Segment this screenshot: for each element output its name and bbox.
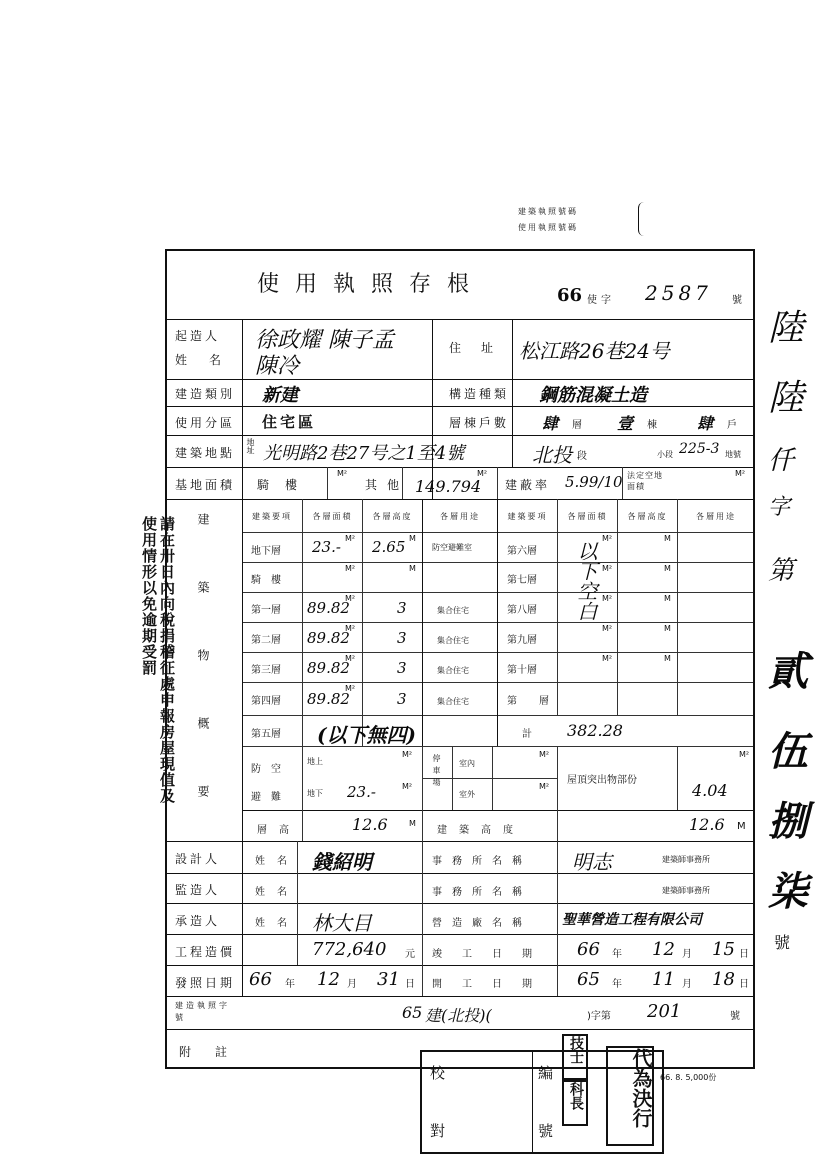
location-sub-label: 地址 (246, 438, 255, 454)
col-line (557, 965, 558, 996)
unit-m-r2: M (409, 564, 416, 573)
floor-left-area-6: 89.82 (307, 690, 350, 708)
structure-value: 鋼筋混凝土造 (539, 385, 647, 406)
contractor-name: 林大目 (312, 911, 372, 935)
col-line (422, 810, 423, 841)
permit-mid: 建(北投)( (425, 1006, 492, 1025)
permit-form (165, 249, 755, 1069)
issue-d: 31 (377, 969, 400, 990)
right-margin-text (768, 290, 818, 952)
unit-shelter-2: M² (402, 782, 413, 791)
issue-start-label: 開工日期 (432, 979, 552, 990)
unit-m-rr1: M (664, 534, 671, 543)
area-ratio-label: 建蔽率 (505, 478, 551, 492)
roof-value: 4.04 (692, 781, 728, 800)
col-line (512, 379, 513, 467)
hdr-left-1: 建築要項 (252, 511, 292, 521)
right-margin-char-5: 第 (768, 556, 795, 586)
permit-prefix: 65 (402, 1003, 423, 1022)
edit-top: 編 (538, 1064, 554, 1082)
area-other-label: 其他 (365, 478, 410, 492)
floors-label: 層棟戶數 (449, 416, 510, 430)
stamp-chief: 科長 (562, 1080, 588, 1126)
col-line (422, 965, 423, 996)
floor-right-name-7: 計 (522, 729, 532, 740)
parking-out: 室外 (459, 790, 475, 799)
area-arcade-label: 騎樓 (257, 478, 314, 492)
col-line (422, 841, 423, 965)
row-line (242, 810, 753, 811)
unit-m2-rr1: M² (602, 534, 613, 543)
floor-right-total: 382.28 (567, 721, 623, 740)
permit-label: 建造執照字號 (175, 1001, 230, 1022)
bottom-stamp-table (420, 1036, 664, 1154)
row-line (167, 1029, 753, 1030)
floor-left-name-3: 第一層 (251, 605, 281, 616)
col-line (617, 499, 618, 715)
col-line (557, 810, 558, 841)
floor-left-name-7: 第五層 (251, 729, 281, 740)
zone-label: 使用分區 (175, 416, 236, 430)
type-label: 建造類別 (175, 387, 236, 401)
col-line (302, 810, 303, 841)
unit-parking-2: M² (539, 782, 550, 791)
right-margin-char-4: 字 (768, 495, 791, 520)
unit-m-rr5: M (664, 654, 671, 663)
floor-right-name-5: 第十層 (507, 665, 537, 676)
row-line (167, 319, 753, 320)
unit-m2-r4: M² (345, 624, 356, 633)
floor-right-name-2: 第七層 (507, 575, 537, 586)
designer-name: 錢紹明 (312, 850, 372, 874)
owner-addr-label: 住址 (449, 341, 514, 355)
unit-m-r1: M (409, 534, 416, 543)
floor-left-name-5: 第三層 (251, 665, 281, 676)
location-lot: 225-3 (679, 441, 720, 457)
row-line (167, 841, 753, 842)
floor-right-name-3: 第八層 (507, 605, 537, 616)
issue-start-m-unit: 月 (682, 979, 692, 990)
hdr-left-2: 各層面積 (312, 511, 353, 521)
issue-y: 66 (249, 969, 272, 990)
print-note: 66. 8. 5,000份 (660, 1073, 717, 1082)
col-line (677, 499, 678, 715)
permit-number: 201 (647, 1001, 682, 1022)
col-line (557, 746, 558, 810)
structure-label: 構造種類 (449, 387, 510, 401)
floor-right-name-1: 第六層 (507, 546, 537, 557)
hdr-left-4: 各層用途 (440, 511, 480, 521)
col-line (557, 841, 558, 965)
issue-start-m: 11 (652, 969, 675, 990)
top-stamp-block (518, 200, 738, 240)
row-line (167, 934, 753, 935)
hdr-right-2: 各層面積 (567, 511, 608, 521)
unit-m-rr4: M (664, 624, 671, 633)
col-line (302, 499, 303, 746)
floor-left-area-3: 89.82 (307, 599, 350, 617)
cost-finish-d: 15 (712, 939, 735, 960)
parking-label: 停車場 (432, 754, 441, 790)
right-margin-char-2: 陸 (768, 378, 805, 419)
notes-label: 附註 (179, 1045, 252, 1059)
supervisor-label: 監造人 (175, 883, 221, 897)
unit-m2-rr3: M² (602, 594, 613, 603)
supervisor-office-label: 事務所名稱 (432, 887, 532, 898)
cost-finish-m-unit: 月 (682, 949, 692, 960)
blocks-value: 壹 (617, 414, 634, 433)
row-line (167, 903, 753, 904)
contractor-label: 承造人 (175, 914, 221, 928)
top-note-bracket (638, 202, 647, 236)
floor-left-name-2: 騎樓 (251, 575, 291, 586)
issue-label: 發照日期 (175, 976, 236, 990)
floor-right-name-6: 第 層 (507, 696, 555, 707)
permit-suffix: 號 (730, 1011, 740, 1022)
permit-close: )字第 (587, 1011, 611, 1022)
issue-start-y: 65 (577, 969, 600, 990)
floor-left-name-1: 地下層 (251, 546, 281, 557)
parking-in: 室內 (459, 759, 475, 768)
hdr-right-3: 各層高度 (627, 511, 668, 521)
unit-roof: M² (739, 750, 750, 759)
row-line (167, 965, 753, 966)
issue-m-unit: 月 (347, 979, 357, 990)
area-legal-label: 法定空地面積 (627, 471, 663, 491)
floor-left-area-7: (以下無四) (317, 723, 416, 747)
row-line (167, 996, 753, 997)
shelter-below: 地下 (307, 789, 323, 798)
unit-parking-1: M² (539, 750, 550, 759)
area-unit-3: M² (735, 469, 746, 478)
form-number: 2587 (645, 281, 712, 305)
units-value: 肆 (697, 414, 714, 433)
floor-left-use-3: 集合住宅 (437, 606, 469, 615)
cost-finish-y: 66 (577, 939, 600, 960)
issue-d-unit: 日 (405, 979, 415, 990)
floor-left-height-1: 2.65 (372, 538, 406, 556)
designer-office-suffix: 建築師事務所 (662, 855, 710, 864)
unit-m2-rr5: M² (602, 654, 613, 663)
col-line (242, 319, 243, 996)
form-title: 使用執照存根 (257, 272, 486, 297)
location-section-label: 小段 (657, 450, 673, 459)
floor-left-height-3: 3 (397, 599, 407, 617)
right-margin-char-8: 捌 (768, 798, 808, 845)
location-street: 光明路2巷27号之1至4號 (263, 443, 465, 464)
hdr-right-1: 建築要項 (507, 511, 548, 521)
designer-office: 明志 (572, 850, 612, 874)
area-unit-2: M² (477, 469, 488, 478)
unit-m2-r2: M² (345, 564, 356, 573)
owner-label-role: 起造人 (175, 329, 221, 343)
blocks-unit: 棟 (647, 420, 657, 431)
shelter-below-value: 23.- (347, 783, 376, 801)
shelter-above: 地上 (307, 757, 323, 766)
area-ratio-value: 5.99/10 (565, 473, 623, 491)
right-margin-char-9: 柒 (768, 868, 808, 915)
hdr-left-3: 各層高度 (372, 511, 413, 521)
row-line (167, 435, 753, 436)
issue-y-unit: 年 (285, 979, 295, 990)
row-line (422, 778, 557, 779)
unit-bldg-height: M (737, 821, 746, 832)
type-value: 新建 (262, 385, 298, 406)
row-line (167, 499, 753, 500)
floor-left-use-1: 防空避難室 (432, 543, 472, 552)
cost-finish-y-unit: 年 (612, 949, 622, 960)
contractor-firm-label: 營造廠名稱 (432, 918, 532, 929)
form-year: 66 (557, 285, 583, 306)
bldg-height-label: 建築高度 (437, 825, 525, 836)
roof-label: 屋頂突出物部份 (567, 775, 637, 786)
floors-section-label: 建築物概要 (196, 513, 210, 853)
height-value: 12.6 (352, 815, 388, 834)
col-line (432, 319, 433, 499)
col-line (677, 746, 678, 810)
owner-names-line2: 陳冷 (255, 354, 300, 379)
form-suffix: 號 (732, 295, 742, 306)
zone-value: 住宅區 (262, 413, 317, 431)
right-margin-hao: 號 (774, 933, 791, 952)
stamp-tech: 技士 (562, 1034, 588, 1080)
issue-start-d-unit: 日 (739, 979, 749, 990)
owner-names-line1: 徐政耀 陳子孟 (255, 328, 394, 353)
col-line (557, 499, 558, 715)
supervisor-office-suffix: 建築師事務所 (662, 886, 710, 895)
location-lot-unit: 地號 (725, 450, 741, 459)
location-district-unit: 段 (577, 451, 587, 462)
floor-left-use-4: 集合住宅 (437, 636, 469, 645)
top-note-line2: 使用執照號碼 (518, 223, 578, 232)
col-line (497, 499, 498, 746)
unit-m2-rr4: M² (602, 624, 613, 633)
issue-start-d: 18 (712, 969, 735, 990)
unit-m2-r5: M² (345, 654, 356, 663)
col-line (422, 499, 423, 746)
cost-finish-d-unit: 日 (739, 949, 749, 960)
unit-m2-r6: M² (345, 684, 356, 693)
location-district: 北投 (532, 443, 572, 467)
unit-shelter-1: M² (402, 750, 413, 759)
col-line (362, 499, 363, 746)
cost-finish-m: 12 (652, 939, 675, 960)
check-bottom: 對 (430, 1122, 446, 1140)
cost-label: 工程造價 (175, 945, 236, 959)
floor-left-name-6: 第四層 (251, 696, 281, 707)
col-line (302, 746, 303, 810)
side-notice: 請在卅日內向稅捐稽征處申報房屋現值及使用情形以免逾期受罰 (140, 516, 176, 804)
floor-left-area-1: 23.- (312, 538, 341, 556)
contractor-firm: 聖華營造工程有限公司 (562, 912, 702, 928)
owner-address: 松江路26巷24号 (519, 339, 670, 363)
row-line (167, 406, 753, 407)
form-prefix: 使字 (587, 295, 615, 306)
hdr-right-4: 各層用途 (696, 511, 736, 521)
shelter-label: 防空避難 (251, 764, 291, 803)
unit-height: M (409, 819, 416, 828)
issue-start-y-unit: 年 (612, 979, 622, 990)
units-unit: 戶 (727, 420, 737, 431)
floor-left-height-6: 3 (397, 690, 407, 708)
area-other-value: 149.794 (415, 477, 482, 496)
unit-m2-r1: M² (345, 534, 356, 543)
floors-unit: 層 (572, 420, 582, 431)
floor-left-area-5: 89.82 (307, 659, 350, 677)
stamp-delegate: 代為決行 (606, 1046, 654, 1146)
check-top: 校 (430, 1064, 446, 1082)
right-margin-char-3: 仟 (768, 446, 795, 476)
location-label: 建築地點 (175, 446, 236, 460)
cost-finish-label: 竣工日期 (432, 949, 552, 960)
floor-right-name-4: 第九層 (507, 635, 537, 646)
floor-left-use-5: 集合住宅 (437, 666, 469, 675)
unit-m-rr2: M (664, 564, 671, 573)
unit-m2-rr2: M² (602, 564, 613, 573)
floor-left-area-4: 89.82 (307, 629, 350, 647)
area-unit-1: M² (337, 469, 348, 478)
bldg-height-value: 12.6 (689, 815, 725, 834)
right-margin-char-6: 貳 (768, 648, 808, 695)
right-margin-char-7: 伍 (768, 728, 808, 775)
unit-m-rr3: M (664, 594, 671, 603)
issue-m: 12 (317, 969, 340, 990)
area-label: 基地面積 (175, 478, 236, 492)
floor-left-name-4: 第二層 (251, 635, 281, 646)
right-margin-char-1: 陸 (768, 308, 805, 349)
col-line (497, 467, 498, 499)
col-line (532, 1052, 533, 1152)
row-line (167, 467, 753, 468)
unit-m2-r3: M² (345, 594, 356, 603)
edit-bottom: 號 (538, 1122, 554, 1140)
floors-value: 肆 (542, 414, 559, 433)
floor-right-note: 以下空白 (574, 541, 598, 621)
top-note-line1: 建築執照號碼 (518, 207, 578, 216)
designer-office-label: 事務所名稱 (432, 856, 532, 867)
cost-unit: 元 (405, 949, 415, 960)
floor-left-use-6: 集合住宅 (437, 697, 469, 706)
designer-label: 設計人 (175, 852, 221, 866)
contractor-name-label: 姓名 (255, 918, 299, 929)
height-label: 層高 (257, 825, 301, 836)
floor-left-height-5: 3 (397, 659, 407, 677)
row-line (167, 873, 753, 874)
cost-value: 772,640 (312, 939, 387, 960)
designer-name-label: 姓名 (255, 856, 299, 867)
floor-left-height-4: 3 (397, 629, 407, 647)
owner-label-name: 姓名 (175, 353, 244, 367)
supervisor-name-label: 姓名 (255, 887, 299, 898)
col-line (327, 467, 328, 499)
